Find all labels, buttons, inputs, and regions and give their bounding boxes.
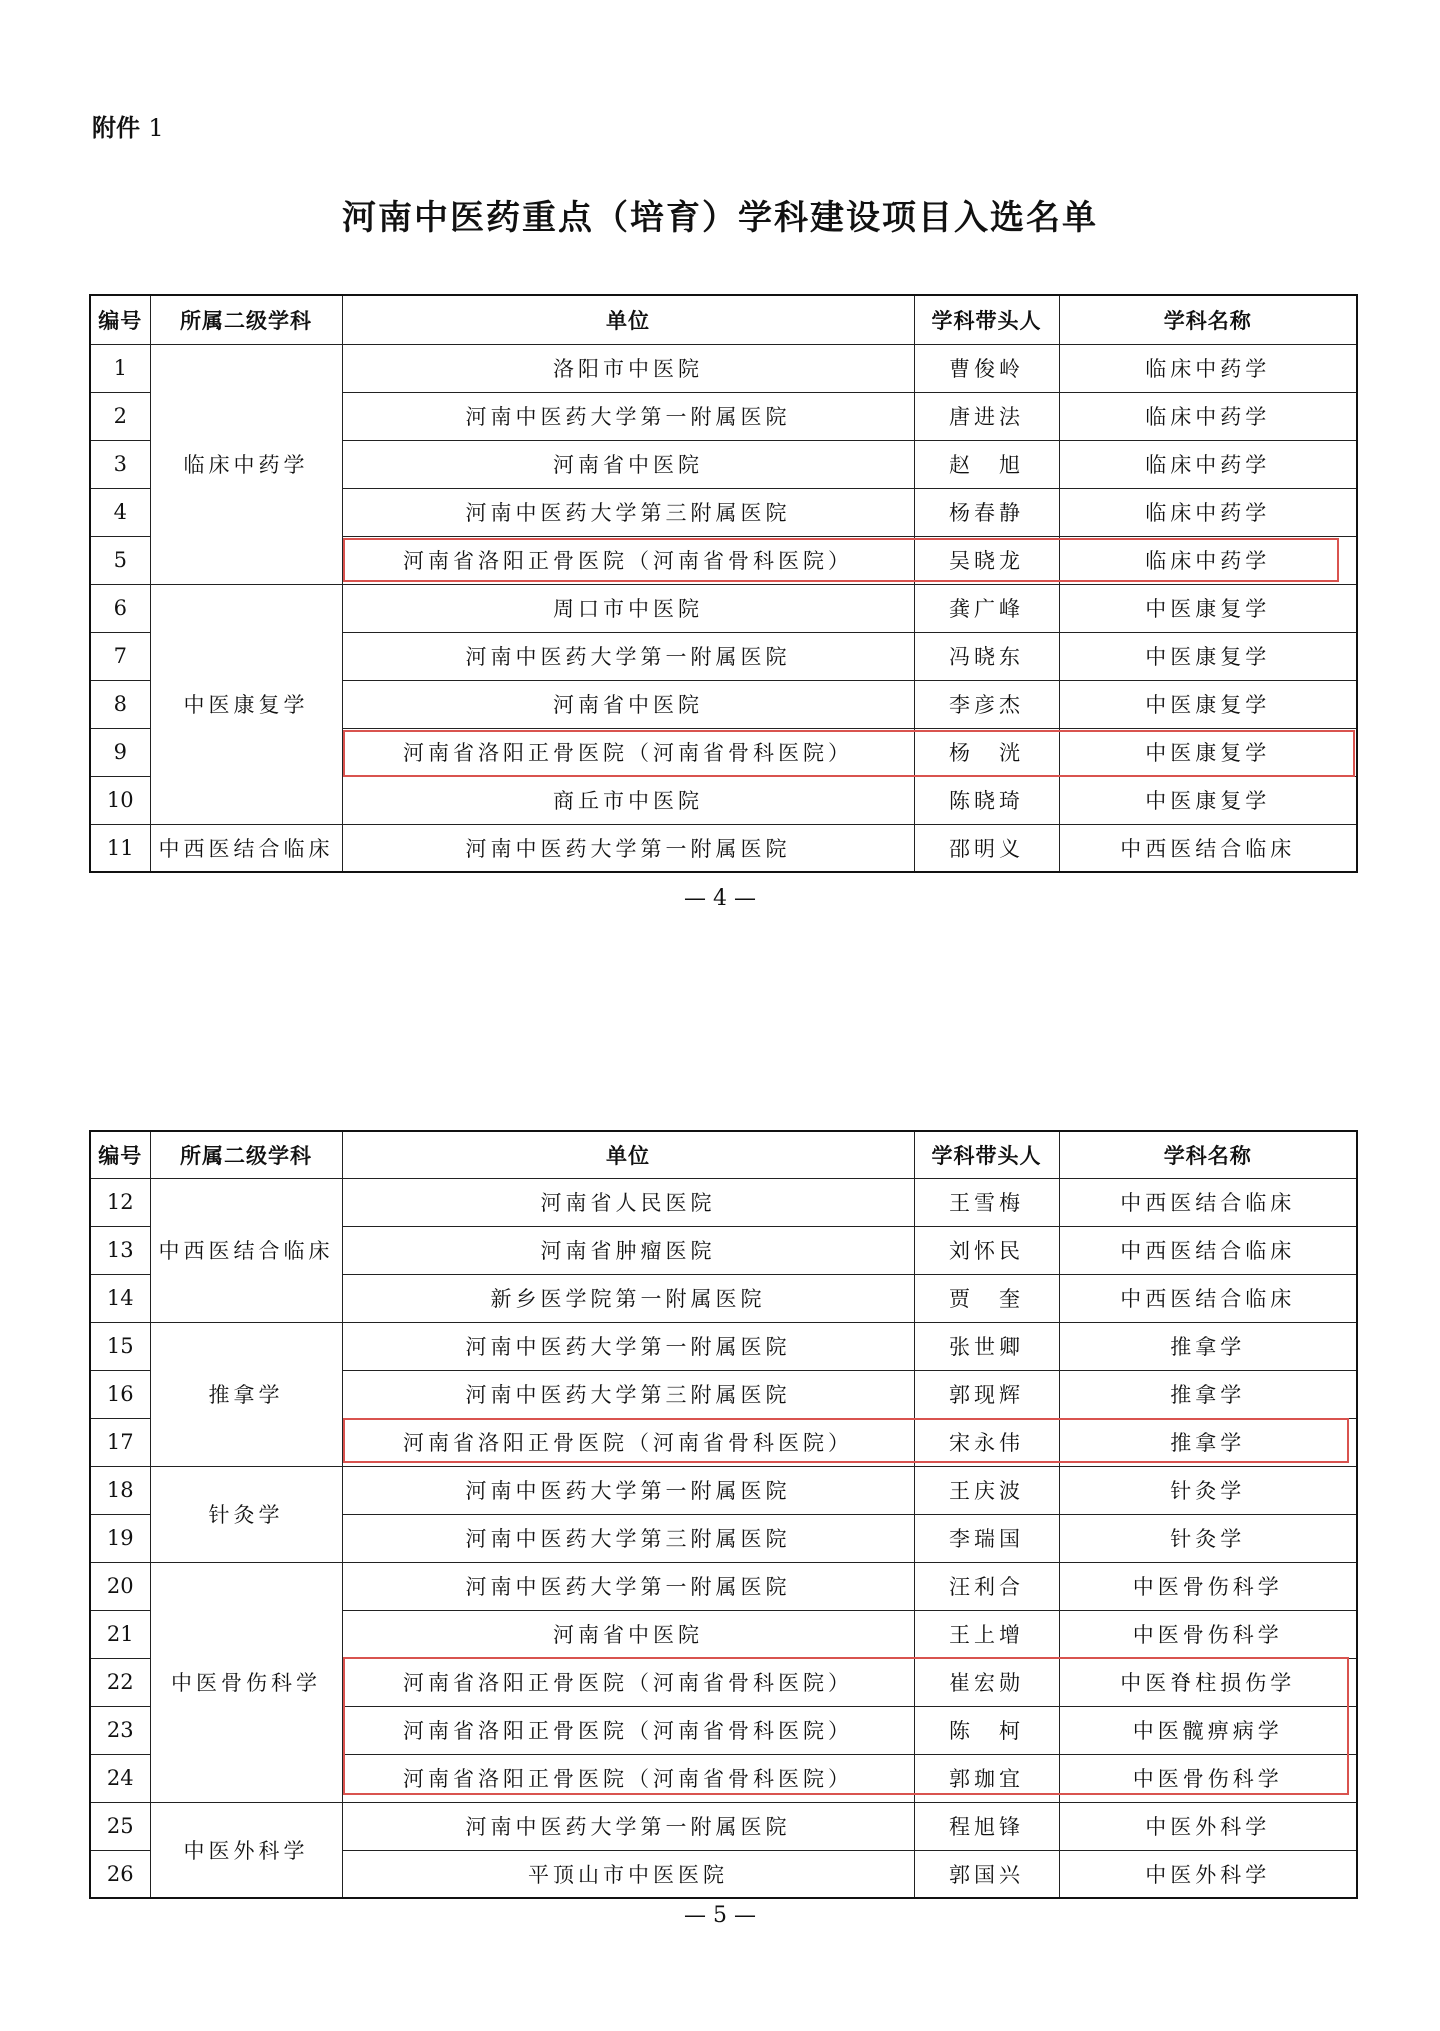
cell-number: 12	[90, 1178, 150, 1226]
cell-unit: 河南省洛阳正骨医院（河南省骨科医院）	[342, 728, 914, 776]
cell-leader: 王上增	[914, 1610, 1059, 1658]
cell-unit: 周口市中医院	[342, 584, 914, 632]
cell-subject: 中医外科学	[1059, 1802, 1357, 1850]
cell-leader: 杨 洸	[914, 728, 1059, 776]
cell-number: 22	[90, 1658, 150, 1706]
cell-subject: 中医康复学	[1059, 584, 1357, 632]
cell-subject: 推拿学	[1059, 1322, 1357, 1370]
page-number-5: — 5 —	[684, 1903, 756, 1928]
cell-unit: 河南省洛阳正骨医院（河南省骨科医院）	[342, 1418, 914, 1466]
cell-subject: 中医骨伤科学	[1059, 1562, 1357, 1610]
cell-leader: 邵明义	[914, 824, 1059, 872]
cell-leader: 汪利合	[914, 1562, 1059, 1610]
cell-unit: 平顶山市中医医院	[342, 1850, 914, 1898]
cell-subject: 中医骨伤科学	[1059, 1754, 1357, 1802]
cell-subject: 中医外科学	[1059, 1850, 1357, 1898]
cell-number: 25	[90, 1802, 150, 1850]
cell-leader: 唐进法	[914, 392, 1059, 440]
cell-number: 23	[90, 1706, 150, 1754]
table-row	[90, 344, 1357, 392]
cell-number: 21	[90, 1610, 150, 1658]
cell-subject: 中西医结合临床	[1059, 1178, 1357, 1226]
cell-leader: 郭现辉	[914, 1370, 1059, 1418]
cell-leader: 冯晓东	[914, 632, 1059, 680]
cell-subject: 中医康复学	[1059, 776, 1357, 824]
cell-leader: 张世卿	[914, 1322, 1059, 1370]
cell-discipline: 推拿学	[150, 1322, 342, 1466]
cell-discipline: 临床中药学	[150, 344, 342, 584]
cell-leader: 李彦杰	[914, 680, 1059, 728]
cell-unit: 河南中医药大学第三附属医院	[342, 488, 914, 536]
cell-leader: 陈 柯	[914, 1706, 1059, 1754]
cell-leader: 贾 奎	[914, 1274, 1059, 1322]
cell-discipline: 中医骨伤科学	[150, 1562, 342, 1802]
cell-number: 1	[90, 344, 150, 392]
highlight-box	[343, 730, 1355, 777]
header-number: 编号	[90, 295, 150, 344]
selection-table-page-4	[89, 294, 1358, 873]
cell-unit: 河南省中医院	[342, 440, 914, 488]
header-unit: 单位	[342, 295, 914, 344]
cell-leader: 郭国兴	[914, 1850, 1059, 1898]
cell-unit: 河南中医药大学第一附属医院	[342, 1466, 914, 1514]
cell-leader: 杨春静	[914, 488, 1059, 536]
cell-number: 14	[90, 1274, 150, 1322]
header-subject: 学科名称	[1059, 1131, 1357, 1178]
cell-number: 2	[90, 392, 150, 440]
cell-leader: 陈晓琦	[914, 776, 1059, 824]
cell-unit: 商丘市中医院	[342, 776, 914, 824]
page-number-4: — 4 —	[684, 886, 756, 911]
cell-unit: 新乡医学院第一附属医院	[342, 1274, 914, 1322]
cell-number: 20	[90, 1562, 150, 1610]
cell-unit: 洛阳市中医院	[342, 344, 914, 392]
header-leader: 学科带头人	[914, 295, 1059, 344]
cell-unit: 河南省洛阳正骨医院（河南省骨科医院）	[342, 1706, 914, 1754]
cell-leader: 曹俊岭	[914, 344, 1059, 392]
cell-leader: 吴晓龙	[914, 536, 1059, 584]
table-row	[90, 1178, 1357, 1226]
cell-unit: 河南中医药大学第一附属医院	[342, 632, 914, 680]
header-subject: 学科名称	[1059, 295, 1357, 344]
cell-unit: 河南中医药大学第一附属医院	[342, 1322, 914, 1370]
cell-leader: 崔宏勋	[914, 1658, 1059, 1706]
cell-subject: 临床中药学	[1059, 488, 1357, 536]
cell-unit: 河南中医药大学第一附属医院	[342, 1802, 914, 1850]
cell-leader: 龚广峰	[914, 584, 1059, 632]
cell-unit: 河南省中医院	[342, 1610, 914, 1658]
cell-number: 9	[90, 728, 150, 776]
highlight-box	[343, 538, 1339, 582]
cell-subject: 针灸学	[1059, 1514, 1357, 1562]
cell-leader: 李瑞国	[914, 1514, 1059, 1562]
cell-number: 7	[90, 632, 150, 680]
cell-subject: 临床中药学	[1059, 536, 1357, 584]
cell-number: 5	[90, 536, 150, 584]
cell-unit: 河南省洛阳正骨医院（河南省骨科医院）	[342, 1754, 914, 1802]
cell-subject: 中西医结合临床	[1059, 1274, 1357, 1322]
cell-number: 17	[90, 1418, 150, 1466]
cell-number: 18	[90, 1466, 150, 1514]
cell-discipline: 针灸学	[150, 1466, 342, 1562]
attachment-label: 附件 1	[92, 114, 164, 142]
cell-discipline: 中西医结合临床	[150, 824, 342, 872]
cell-subject: 中西医结合临床	[1059, 1226, 1357, 1274]
cell-subject: 中医脊柱损伤学	[1059, 1658, 1357, 1706]
cell-number: 16	[90, 1370, 150, 1418]
table-row	[90, 1322, 1357, 1370]
cell-leader: 郭珈宜	[914, 1754, 1059, 1802]
cell-subject: 中医骨伤科学	[1059, 1610, 1357, 1658]
table-row	[90, 1562, 1357, 1610]
highlight-box	[343, 1657, 1349, 1795]
cell-number: 6	[90, 584, 150, 632]
cell-leader: 赵 旭	[914, 440, 1059, 488]
cell-unit: 河南中医药大学第三附属医院	[342, 1514, 914, 1562]
cell-number: 4	[90, 488, 150, 536]
cell-leader: 程旭锋	[914, 1802, 1059, 1850]
cell-subject: 临床中药学	[1059, 392, 1357, 440]
table-row	[90, 1802, 1357, 1850]
cell-number: 26	[90, 1850, 150, 1898]
cell-unit: 河南中医药大学第三附属医院	[342, 1370, 914, 1418]
cell-subject: 中医康复学	[1059, 728, 1357, 776]
cell-unit: 河南中医药大学第一附属医院	[342, 1562, 914, 1610]
cell-subject: 针灸学	[1059, 1466, 1357, 1514]
table-row	[90, 824, 1357, 872]
cell-number: 15	[90, 1322, 150, 1370]
cell-unit: 河南中医药大学第一附属医院	[342, 824, 914, 872]
cell-subject: 中西医结合临床	[1059, 824, 1357, 872]
cell-number: 10	[90, 776, 150, 824]
header-number: 编号	[90, 1131, 150, 1178]
cell-subject: 临床中药学	[1059, 344, 1357, 392]
table-row	[90, 584, 1357, 632]
table-row	[90, 1466, 1357, 1514]
table-header-row	[90, 295, 1357, 344]
header-unit: 单位	[342, 1131, 914, 1178]
cell-leader: 王庆波	[914, 1466, 1059, 1514]
cell-subject: 推拿学	[1059, 1418, 1357, 1466]
cell-leader: 宋永伟	[914, 1418, 1059, 1466]
cell-subject: 临床中药学	[1059, 440, 1357, 488]
table-header-row	[90, 1131, 1357, 1178]
cell-unit: 河南省肿瘤医院	[342, 1226, 914, 1274]
cell-number: 19	[90, 1514, 150, 1562]
cell-number: 13	[90, 1226, 150, 1274]
cell-subject: 推拿学	[1059, 1370, 1357, 1418]
header-discipline: 所属二级学科	[150, 1131, 342, 1178]
header-discipline: 所属二级学科	[150, 295, 342, 344]
header-leader: 学科带头人	[914, 1131, 1059, 1178]
cell-number: 24	[90, 1754, 150, 1802]
cell-subject: 中医康复学	[1059, 680, 1357, 728]
cell-unit: 河南省洛阳正骨医院（河南省骨科医院）	[342, 536, 914, 584]
page-title: 河南中医药重点（培育）学科建设项目入选名单	[342, 198, 1098, 238]
cell-number: 3	[90, 440, 150, 488]
cell-unit: 河南中医药大学第一附属医院	[342, 392, 914, 440]
cell-subject: 中医髋痹病学	[1059, 1706, 1357, 1754]
highlight-box	[343, 1418, 1349, 1463]
cell-discipline: 中西医结合临床	[150, 1178, 342, 1322]
cell-unit: 河南省洛阳正骨医院（河南省骨科医院）	[342, 1658, 914, 1706]
cell-discipline: 中医康复学	[150, 584, 342, 824]
cell-number: 8	[90, 680, 150, 728]
cell-leader: 刘怀民	[914, 1226, 1059, 1274]
cell-discipline: 中医外科学	[150, 1802, 342, 1898]
cell-unit: 河南省人民医院	[342, 1178, 914, 1226]
cell-subject: 中医康复学	[1059, 632, 1357, 680]
cell-number: 11	[90, 824, 150, 872]
cell-leader: 王雪梅	[914, 1178, 1059, 1226]
cell-unit: 河南省中医院	[342, 680, 914, 728]
